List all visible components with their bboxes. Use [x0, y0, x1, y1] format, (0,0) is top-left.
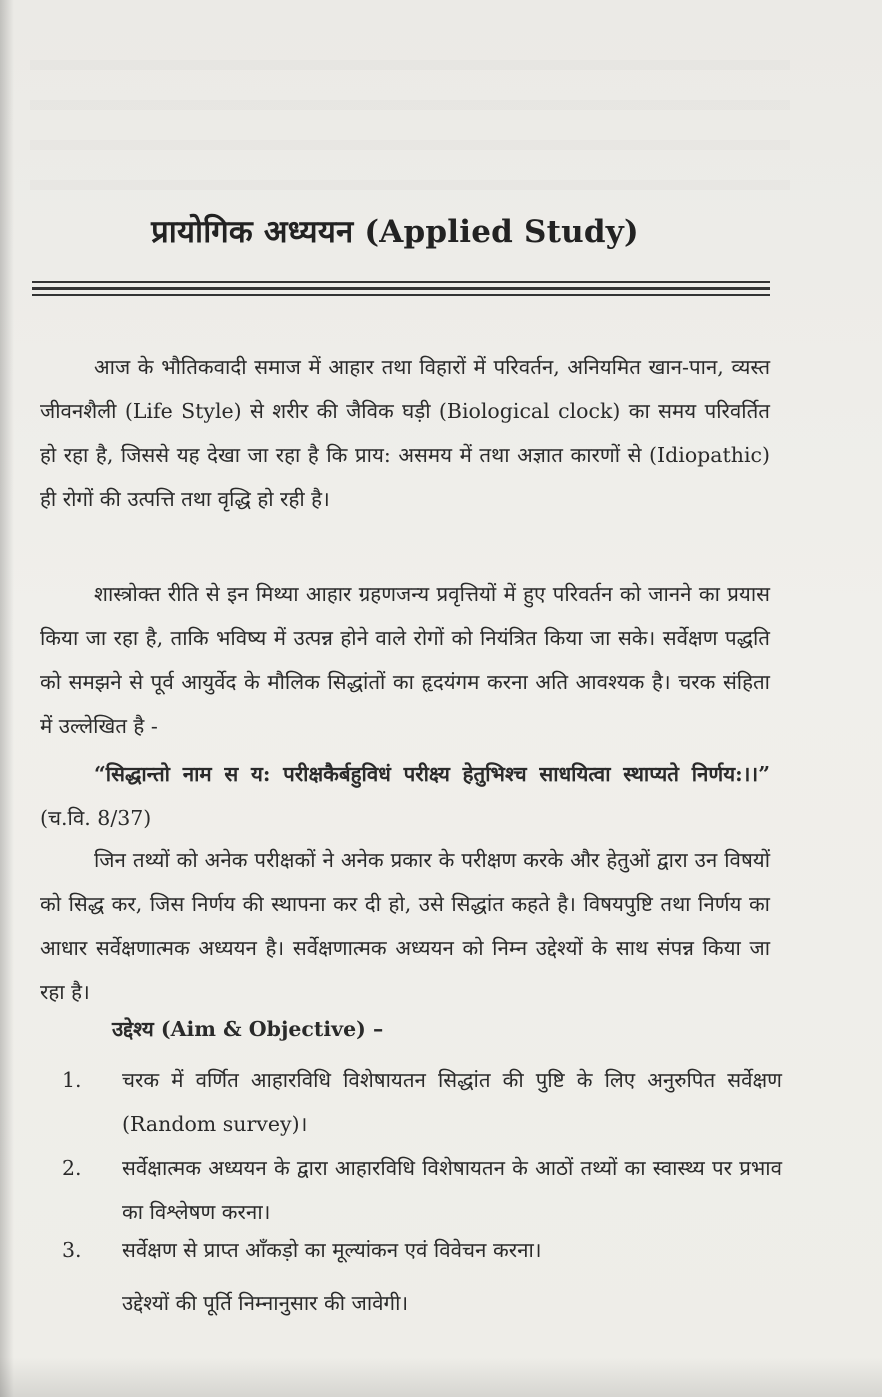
closing-line: उद्देश्यों की पूर्ति निम्नानुसार की जावेगी। — [122, 1291, 409, 1315]
objective-number: 1. — [62, 1068, 82, 1092]
objective-text: सर्वेक्षण से प्राप्त आँकड़ो का मूल्यांकन एवं विवेचन करना। — [122, 1238, 542, 1262]
paragraph-definition: जिन तथ्यों को अनेक परीक्षकों ने अनेक प्रकार के परीक्षण करके और हेतुओं द्वारा उन विषयों को सिद्ध कर, जिस निर्णय की स्थापना कर दी हो, उसे सिद्धांत कहते है। विषयपुष्टि तथा निर्णय का आधार सर्वेक्षणात्मक अध्ययन है। सर्वेक्षणात्मक अध्ययन को निम्न उद्देश्यों के साथ संपन्न किया जा रहा है। — [40, 848, 770, 1004]
paragraph-intro: आज के भौतिकवादी समाज में आहार तथा विहारों में परिवर्तन, अनियमित खान-पान, व्यस्त जीवनशैली (Life Style) से शरीर की जैविक घड़ी (Biological clock) का समय परिवर्तित हो रहा है, जिससे यह देखा जा रहा है कि प्राय: असमय में तथा अज्ञात कारणों से (Idiopathic) ही रोगों की उत्पत्ति तथा वृद्धि हो रही है। — [40, 355, 770, 511]
title-rule-middle — [32, 287, 770, 290]
objective-number: 3. — [62, 1238, 82, 1262]
objective-item — [62, 1146, 782, 1234]
show-through-text — [30, 60, 790, 190]
title-rule-bottom — [32, 294, 770, 296]
objective-item — [62, 1058, 782, 1146]
quote-reference: (च.वि. 8/37) — [40, 806, 152, 830]
paragraph-method: शास्त्रोक्त रीति से इन मिथ्या आहार ग्रहणजन्य प्रवृत्तियों में हुए परिवर्तन को जानने का प्रयास किया जा रहा है, ताकि भविष्य में उत्पन्न होने वाले रोगों को नियंत्रित किया जा सके। सर्वेक्षण पद्धति को समझने से पूर्व आयुर्वेद के मौलिक सिद्धांतों का हृदयंगम करना अति आवश्यक है। चरक संहिता में उल्लेखित है - — [40, 582, 770, 738]
objective-item — [62, 1228, 782, 1272]
title-rule-top — [32, 281, 770, 283]
quote-text: “सिद्धान्तो नाम स य: परीक्षकैर्बहुविधं परीक्ष्य हेतुभिश्च साधयित्वा स्थाप्यते निर्णय:।।” — [94, 762, 770, 786]
sanskrit-quote — [40, 752, 770, 840]
objective-text: सर्वेक्षात्मक अध्ययन के द्वारा आहारविधि विशेषायतन के आठों तथ्यों का स्वास्थ्य पर प्रभाव का विश्लेषण करना। — [122, 1156, 782, 1224]
objective-number: 2. — [62, 1156, 82, 1180]
objective-text: चरक में वर्णित आहारविधि विशेषायतन सिद्धांत की पुष्टि के लिए अनुरुपित सर्वेक्षण (Random survey)। — [122, 1068, 782, 1136]
chapter-title: प्रायोगिक अध्ययन (Applied Study) — [151, 214, 639, 250]
aim-heading: उद्देश्य (Aim & Objective) – — [112, 1017, 384, 1041]
page-bottom-shadow — [0, 1357, 882, 1397]
